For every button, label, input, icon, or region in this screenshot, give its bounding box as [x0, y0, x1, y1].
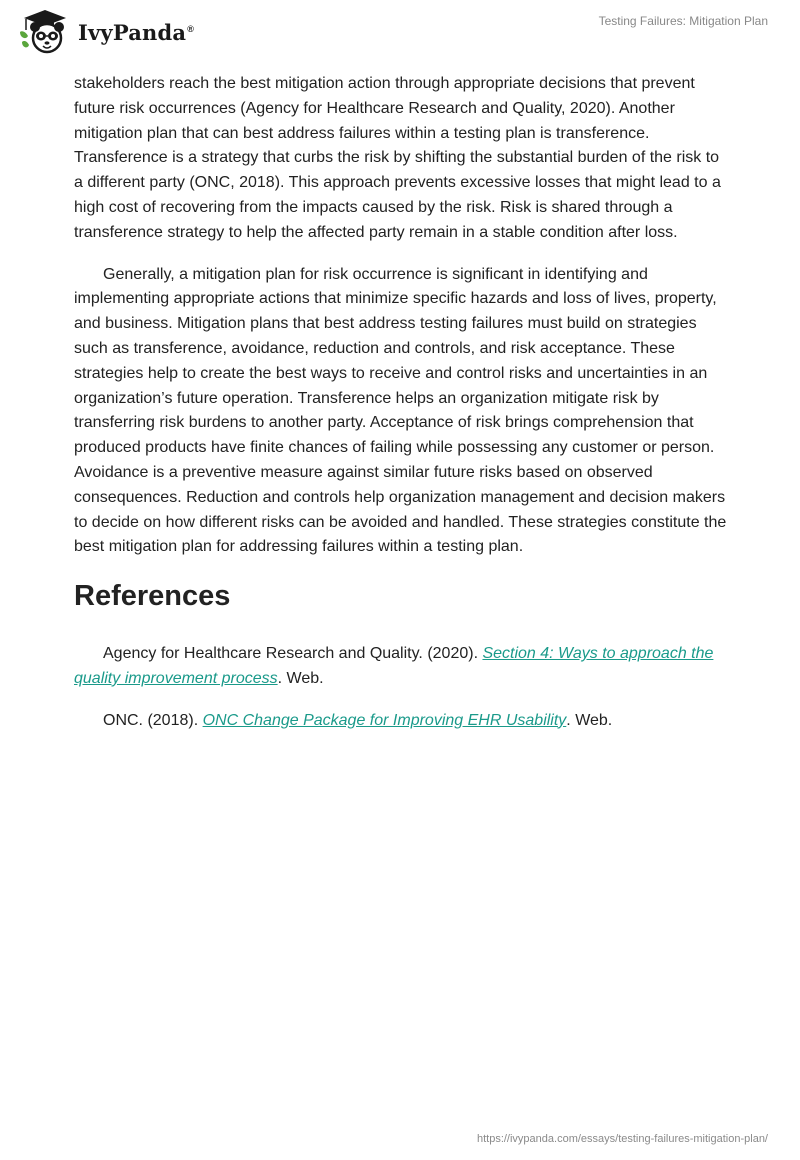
panda-logo-icon [16, 8, 74, 56]
logo-wordmark: IvyPanda® [78, 19, 195, 45]
reference-2-suffix: . Web. [566, 711, 613, 729]
references-heading: References [74, 580, 231, 613]
registered-mark: ® [187, 23, 195, 34]
reference-1-prefix: Agency for Healthcare Research and Quality. (2020). [103, 645, 483, 663]
reference-1-link[interactable]: Section 4: Ways to approach the quality improvement process [74, 645, 714, 687]
document-title: Testing Failures: Mitigation Plan [598, 14, 768, 28]
essay-content [74, 72, 728, 751]
page-header [0, 0, 800, 64]
reference-item-1 [74, 642, 728, 692]
reference-1-suffix: . Web. [277, 669, 324, 687]
body-paragraph-1: stakeholders reach the best mitigation action through appropriate decisions that prevent future risk occurrences (Agency for Healthcare Research and Quality, 2020). Another mitigation plan that can best address failures within a testing plan is transference. Transference is a strategy that curbs the risk by shifting the substantial burden of the risk to a different party (ONC, 2018). This approach prevents excessive losses that might lead to a high cost of recovering from the impacts caused by the risk. Risk is shared through a transference strategy to help the affected party remain in a stable condition after loss. [74, 75, 721, 241]
reference-2-prefix: ONC. (2018). [103, 711, 203, 729]
reference-item-2 [74, 709, 728, 734]
footer-source-url: https://ivypanda.com/essays/testing-failures-mitigation-plan/ [476, 1133, 768, 1145]
reference-2-link[interactable]: ONC Change Package for Improving EHR Usability [202, 711, 567, 729]
body-paragraph-2: Generally, a mitigation plan for risk occurrence is significant in identifying and implementing appropriate actions that minimize specific hazards and loss of lives, property, and business. Mitigation plans that best address testing failures must build on strategies such as transference, avoidance, reduction and controls, and risk acceptance. These strategies help to create the best ways to receive and control risks and uncertainties in an organization’s future operation. Transference helps an organization mitigate risk by transferring risk burdens to another party. Acceptance of risk brings comprehension that produced products have finite chances of failing while possessing any customer or person. Avoidance is a preventive measure against similar future risks based on observed consequences. Reduction and controls help organization management and decision makers to decide on how different risks can be avoided and handled. These strategies constitute the best mitigation plan for addressing failures within a testing plan. [74, 265, 727, 556]
ivypanda-logo[interactable] [16, 8, 194, 56]
